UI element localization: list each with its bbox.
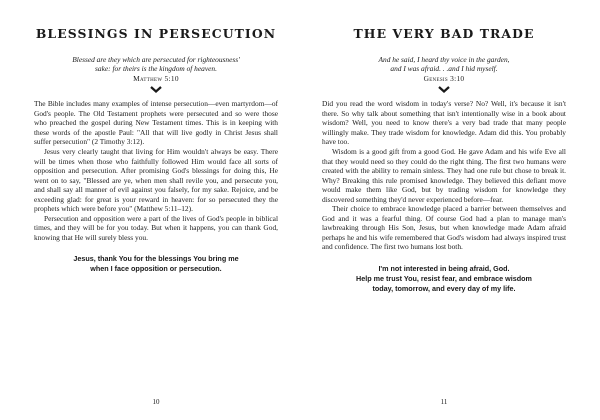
epigraph-line: and I was afraid. . .and I hid myself. [390, 64, 498, 74]
chevron-down-icon [150, 86, 162, 93]
paragraph: Their choice to embrace knowledge placed a barrier between themselves and God and it was a fearful thing. Of course God had a plan to manage man's lawbreaking through His Son, Jesus, but when knowledge made Adam afraid perhaps he and his wife remembered that God's wisdom had always inspired trust and confidence. The first two humans lost both. [322, 204, 566, 252]
epigraph [322, 55, 566, 93]
epigraph-line: And he said, I heard thy voice in the garden, [378, 55, 510, 64]
page-number: 11 [440, 398, 448, 406]
epigraph-line: Blessed are they which are persecuted for righteousness' [72, 55, 240, 64]
prayer-line: today, tomorrow, and every day of my life. [372, 283, 516, 293]
body-text [34, 99, 278, 242]
epigraph-reference: Genesis 3:10 [423, 73, 465, 83]
prayer-line: Help me trust You, resist fear, and embrace wisdom [356, 273, 532, 283]
prayer-line: I'm not interested in being afraid, God. [378, 263, 510, 273]
page-number: 10 [152, 398, 160, 406]
paragraph: Jesus very clearly taught that living for Him wouldn't always be easy. There will be times when those who faithfully followed Him would face all sorts of opposition and persecution. After promising God's blessings for doing this, He went on to say, "Blessed are ye, when men shall revile you, and persecute you, and shall say all manner of evil against you falsely, for my sake. Rejoice, and be exceeding glad: for great is your reward in heaven: for so persecuted they the prophets which were before you" (Matthew 5:11–12). [34, 146, 278, 214]
right-page [300, 0, 600, 420]
epigraph [34, 55, 278, 93]
prayer-line: Jesus, thank You for the blessings You bring me [73, 254, 239, 264]
chevron-down-icon [438, 86, 450, 93]
epigraph-reference: Matthew 5:10 [133, 73, 179, 83]
page-title: BLESSINGS IN PERSECUTION [35, 26, 277, 41]
paragraph: The Bible includes many examples of intense persecution—even martyrdom—of God's people. The Old Testament prophets were persecuted and so were those who preached the gospel during New Testament times. This is in keeping with these words of the apostle Paul: "All that will live godly in Christ Jesus shall suffer persecution" (2 Timothy 3:12). [34, 99, 278, 147]
body-text [322, 99, 566, 252]
page-title: THE VERY BAD TRADE [353, 26, 535, 41]
epigraph-line: sake: for theirs is the kingdom of heaven. [95, 64, 217, 74]
paragraph: Persecution and opposition were a part of the lives of God's people in biblical times, and they will be for you today. But when it happens, you can thank God, knowing that He will surely bless you. [34, 213, 278, 242]
paragraph: Wisdom is a good gift from a good God. He gave Adam and his wife Eve all that they would need so they could do the right thing. The first two humans were created with the ability to remain sinless. They had one rule but chose to break it. Why? Breaking this rule promised knowledge. They believed this defiant move would make them like God, but by trading wisdom for knowledge they discovered something they'd never experienced before—fear. [322, 146, 566, 204]
prayer [34, 254, 278, 274]
prayer [322, 264, 566, 294]
paragraph: Did you read the word wisdom in today's verse? No? Well, it's because it isn't there. So why talk about something that isn't intentionally wise in a book about wisdom? Well, you need to know there's a very bad trade that many people willingly make. They trade wisdom for knowledge. Adam did this. You probably have too. [322, 99, 566, 147]
prayer-line: when I face opposition or persecution. [90, 264, 222, 274]
